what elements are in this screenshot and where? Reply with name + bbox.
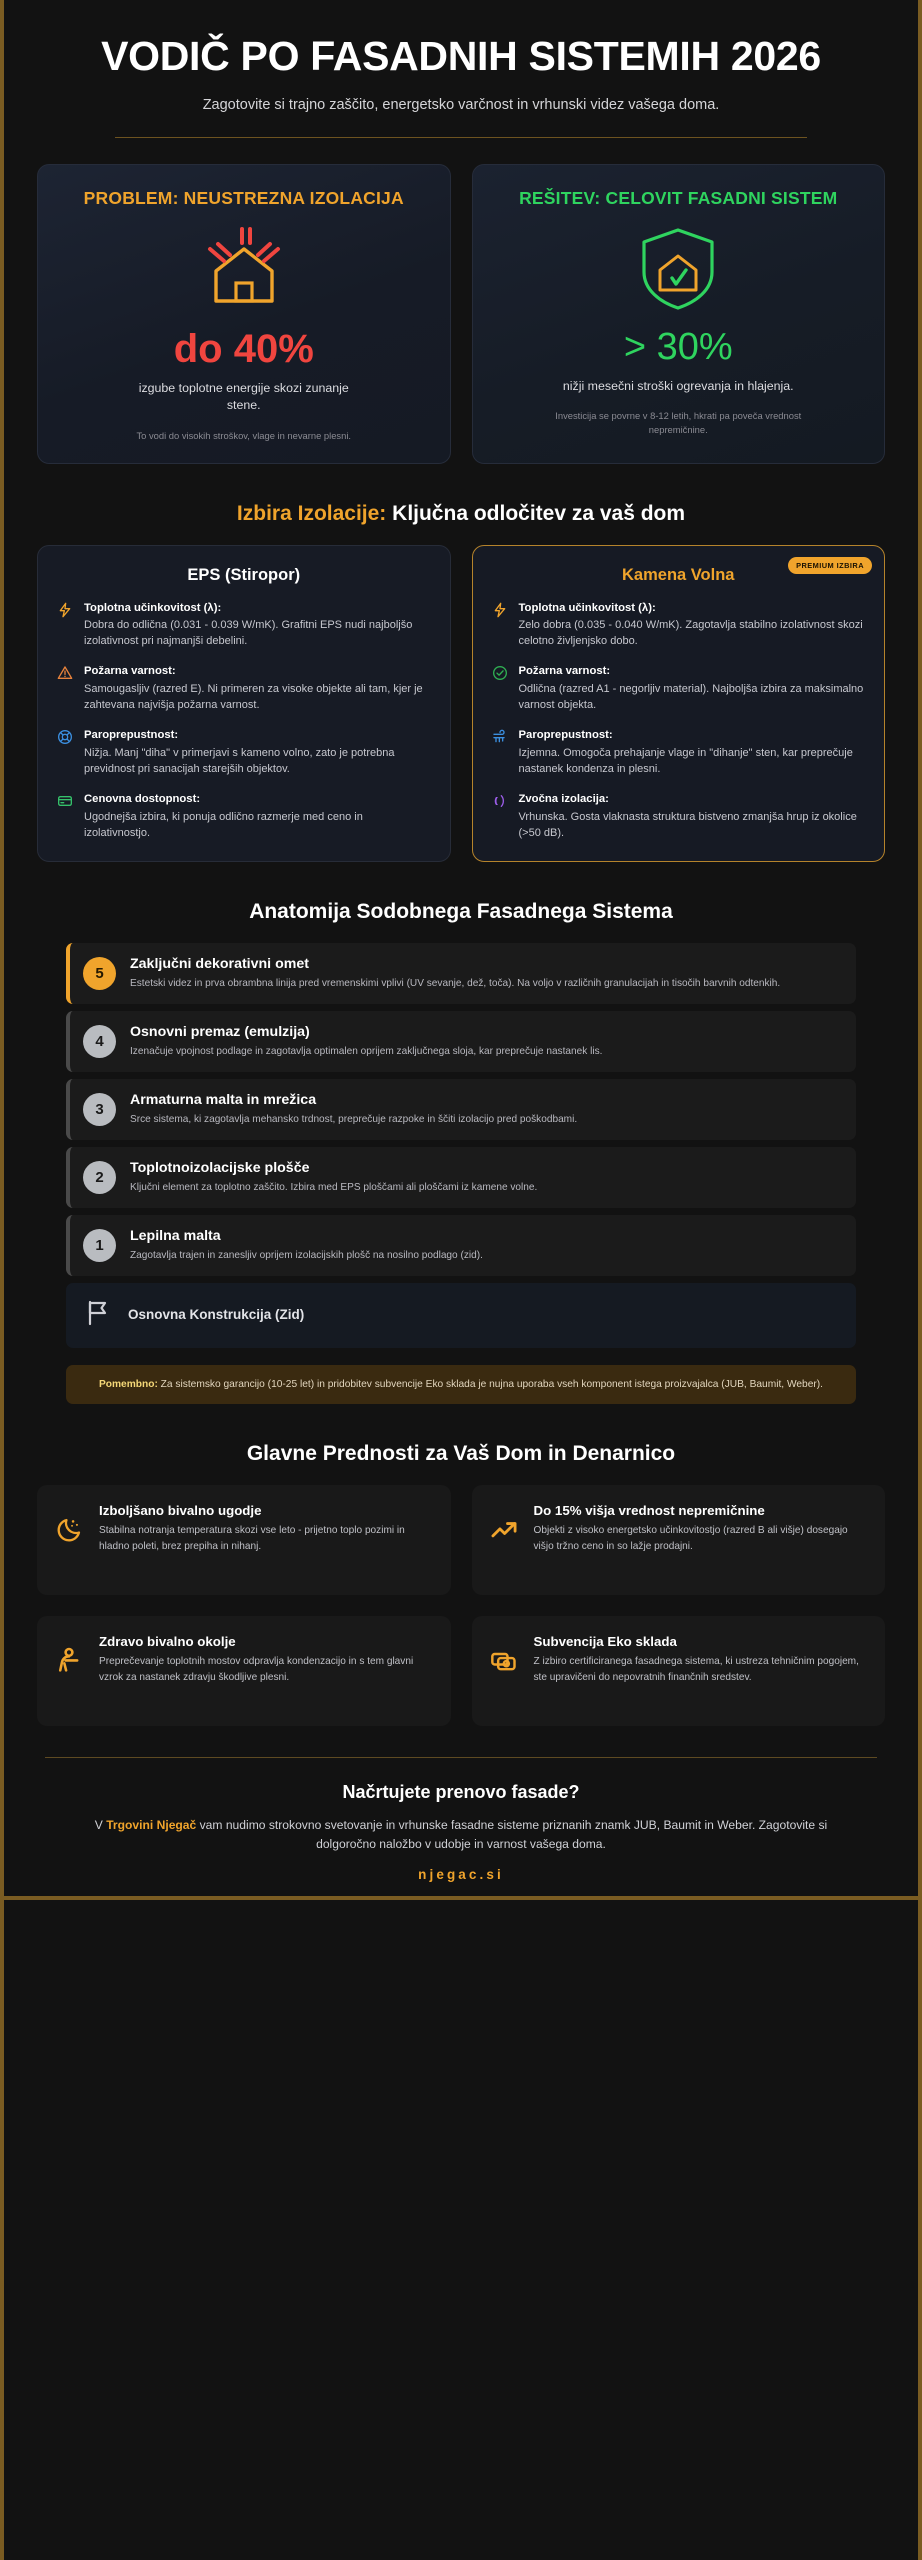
layer-number: 4 [83, 1025, 116, 1058]
benefit-title: Subvencija Eko sklada [533, 1634, 677, 1650]
page-title: VODIČ PO FASADNIH SISTEMIH 2026 [101, 33, 821, 79]
comparison-heading-accent: Izbira Izolacije: [236, 501, 387, 525]
check-circle-icon [492, 664, 509, 713]
feature-row [492, 792, 866, 841]
solution-card [472, 164, 886, 464]
important-label: Pomembno: [98, 1378, 158, 1390]
feature-row [57, 664, 431, 713]
solution-card-title: REŠITEV: CELOVIT FASADNI SISTEM [519, 187, 838, 208]
layer-row-2 [66, 1147, 856, 1208]
comparison-grid [4, 545, 918, 863]
hero-subtitle: Zagotovite si trajno zaščito, energetsko varčnost in vrhunski videz vašega doma. [202, 96, 720, 113]
layer-row-3 [66, 1079, 856, 1140]
flag-icon [86, 1300, 110, 1331]
premium-badge: PREMIUM IZBIRA [788, 557, 872, 574]
feature-name: Požarna varnost: [84, 665, 176, 678]
feature-text: Dobra do odlična (0.031 - 0.039 W/mK). Grafitni EPS nudi najboljšo izolativnost pri najmanjši debelini. [84, 619, 413, 648]
feature-row [492, 728, 866, 777]
layer-title: Toplotnoizolacijske plošče [130, 1160, 310, 1177]
benefit-card-comfort [37, 1485, 451, 1595]
feature-row [492, 601, 866, 650]
footer-text-before: V [94, 1818, 107, 1833]
layer-number: 1 [83, 1229, 116, 1262]
layer-row-4 [66, 1011, 856, 1072]
benefit-text: Stabilna notranja temperatura skozi vse leto - prijetno toplo pozimi in hladno poleti, brez prepiha in nihanj. [99, 1525, 405, 1552]
layer-row-5 [66, 943, 856, 1004]
layer-row-base [66, 1283, 856, 1348]
benefit-title: Zdravo bivalno okolje [99, 1634, 236, 1650]
feature-text: Ugodnejša izbira, ki ponuja odlično razmerje med ceno in izolativnostjo. [84, 811, 363, 840]
problem-note: To vodi do visokih stroškov, vlage in nevarne plesni. [136, 429, 352, 441]
footer-website-link[interactable]: njegac.si [418, 1866, 504, 1882]
problem-card [37, 164, 451, 464]
feature-text: Vrhunska. Gosta vlaknasta struktura bistveno zmanjša hrup iz okolice (>50 dB). [518, 811, 857, 840]
footer-heading: Načrtujete prenovo fasade? [342, 1782, 580, 1803]
base-layer-title: Osnovna Konstrukcija (Zid) [128, 1306, 305, 1322]
layer-row-1 [66, 1215, 856, 1276]
feature-text: Nižja. Manj "diha" v primerjavi s kameno volno, zato je potrebna previdnost pri sanacijah starejših objektov. [84, 747, 395, 776]
feature-name: Toplotna učinkovitost (λ): [518, 601, 656, 614]
problem-solution-grid [4, 164, 918, 464]
benefit-card-health [37, 1616, 451, 1726]
kamena-volna-title: Kamena Volna [622, 565, 735, 584]
layer-description: Izenačuje vpojnost podlage in zagotavlja optimalen oprijem zaključnega sloja, kar preprečuje nastanek lis. [130, 1046, 603, 1058]
feature-row [57, 601, 431, 650]
shield-house-icon [630, 226, 726, 312]
lightning-bolt-icon [57, 601, 74, 650]
lifebuoy-icon [57, 728, 74, 777]
layer-description: Ključni element za toplotno zaščito. Izbira med EPS ploščami ali ploščami iz kamene volne. [130, 1181, 538, 1193]
feature-text: Odlična (razred A1 - negorljiv material). Najboljša izbira za maksimalno varnost objekta. [518, 683, 864, 712]
solution-note: Investicija se povrne v 8-12 letih, hkrati pa poveča vrednost nepremičnine. [555, 410, 802, 435]
benefit-text: Objekti z visoko energetsko učinkovitostjo (razred B ali višje) dosegajo višjo tržno ceno in so lažje prodajni. [533, 1525, 848, 1552]
footer-brand: Trgovini Njegač [106, 1818, 197, 1833]
problem-stat: do 40% [173, 326, 314, 371]
hero-divider [115, 137, 807, 138]
solution-description: nižji mesečni stroški ogrevanja in hlajenja. [562, 378, 794, 393]
feature-name: Toplotna učinkovitost (λ): [84, 601, 222, 614]
feature-text: Izjemna. Omogoča prehajanje vlage in "dihanje" sten, kar preprečuje nastanek kondenza in plesni. [518, 747, 853, 776]
lightning-bolt-icon [492, 601, 509, 650]
feature-row [492, 664, 866, 713]
feature-name: Cenovna dostopnost: [84, 793, 201, 806]
bottom-border [4, 1896, 918, 1900]
wallet-card-icon [57, 792, 74, 841]
vapor-flow-icon [492, 728, 509, 777]
house-heat-loss-icon [196, 226, 292, 312]
feature-name: Zvočna izolacija: [518, 793, 609, 806]
anatomy-layers [4, 943, 918, 1347]
layer-title: Zaključni dekorativni omet [130, 956, 309, 973]
comparison-heading-rest: Ključna odločitev za vaš dom [386, 501, 686, 525]
feature-name: Paroprepustnost: [84, 729, 179, 742]
footer-paragraph [64, 1816, 858, 1853]
feature-row [57, 728, 431, 777]
layer-number: 2 [83, 1161, 116, 1194]
layer-description: Estetski videz in prva obrambna linija pred vremenskimi vplivi (UV sevanje, dež, toča). Na voljo v različnih granulacijah in tisočih barvnih odtenkih. [130, 978, 781, 990]
footer-cta [4, 1758, 918, 1895]
solution-stat: > 30% [623, 325, 733, 368]
layer-description: Zagotavlja trajen in zanesljiv oprijem izolacijskih plošč na nosilno podlago (zid). [130, 1249, 483, 1261]
benefits-heading: Glavne Prednosti za Vaš Dom in Denarnico [246, 1442, 676, 1466]
money-bills-icon [490, 1633, 520, 1680]
problem-card-title: PROBLEM: NEUSTREZNA IZOLACIJA [83, 187, 404, 208]
feature-row [57, 792, 431, 841]
layer-title: Lepilna malta [130, 1228, 221, 1244]
benefit-text: Preprečevanje toplotnih mostov odpravlja kondenzacijo in s tem glavni vzrok za nastanek zdravju škodljive plesni. [99, 1656, 414, 1683]
eps-title: EPS (Stiropor) [187, 565, 301, 584]
warning-triangle-icon [57, 664, 74, 713]
benefit-card-value [472, 1485, 886, 1595]
important-note [66, 1365, 856, 1404]
hero-section [4, 0, 918, 138]
problem-description: izgube toplotne energije skozi zunanje stene. [138, 380, 349, 413]
benefit-title: Izboljšano bivalno ugodje [99, 1503, 262, 1519]
layer-description: Srce sistema, ki zagotavlja mehansko trdnost, preprečuje razpoke in ščiti izolacijo pred poškodbami. [130, 1113, 578, 1125]
moon-icon [55, 1502, 85, 1549]
person-health-icon [55, 1633, 85, 1680]
layer-number: 3 [83, 1093, 116, 1126]
anatomy-heading: Anatomija Sodobnega Fasadnega Sistema [249, 900, 673, 924]
comparison-card-kamena-volna [472, 545, 886, 863]
feature-name: Požarna varnost: [518, 665, 611, 678]
comparison-heading [4, 502, 918, 526]
feature-text: Zelo dobra (0.035 - 0.040 W/mK). Zagotavlja stabilno izolativnost skozi celotno življenjsko dobo. [518, 619, 863, 648]
trending-up-icon [490, 1502, 520, 1549]
layer-title: Armaturna malta in mrežica [130, 1092, 317, 1109]
benefit-title: Do 15% višja vrednost nepremičnine [533, 1503, 765, 1519]
comparison-card-eps [37, 545, 451, 863]
sound-wave-icon [492, 792, 509, 841]
benefits-grid [4, 1485, 918, 1726]
feature-name: Paroprepustnost: [518, 729, 613, 742]
benefit-text: Z izbiro certificiranega fasadnega sistema, ki ustreza tehničnim pogojem, ste upravičeni do nepovratnih finančnih sredstev. [533, 1656, 859, 1683]
footer-text-after: vam nudimo strokovno svetovanje in vrhunske fasadne sisteme priznanih znamk JUB, Baumit in Weber. Zagotovite si dolgoročno naložbo v udobje in varnost vašega doma. [196, 1818, 828, 1851]
feature-text: Samougasljiv (razred E). Ni primeren za visoke objekte ali tam, kjer je zahtevana najvišja požarna varnost. [84, 683, 423, 712]
layer-title: Osnovni premaz (emulzija) [130, 1024, 310, 1041]
important-text: Za sistemsko garancijo (10-25 let) in pridobitev subvencije Eko sklada je nujna uporaba vseh komponent istega proizvajalca (JUB, Baumit, Weber). [157, 1378, 824, 1390]
benefit-card-subsidy [472, 1616, 886, 1726]
layer-number: 5 [83, 957, 116, 990]
